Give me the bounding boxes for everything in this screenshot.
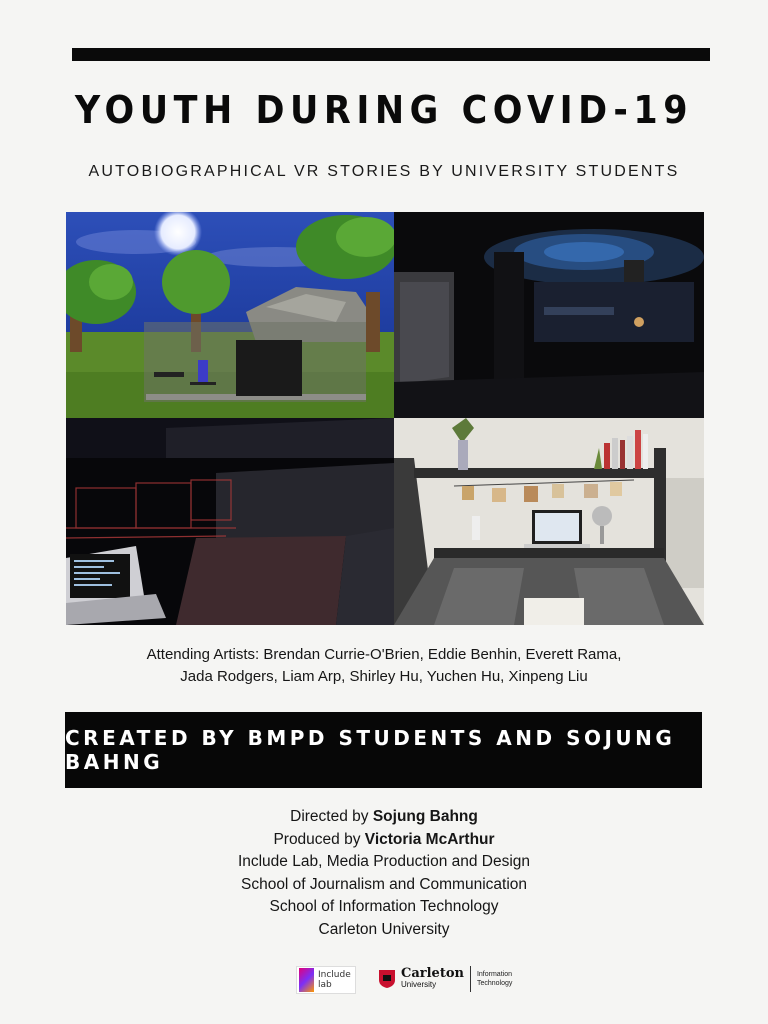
- producer-name: Victoria McArthur: [364, 830, 495, 848]
- created-by-text: CREATED BY BMPD STUDENTS AND SOJUNG BAHNG: [65, 726, 676, 774]
- poster-subtitle: AUTOBIOGRAPHICAL VR STORIES BY UNIVERSITY STUDENTS: [88, 163, 680, 180]
- produced-by-label: Produced by: [273, 830, 365, 848]
- top-rule: [72, 48, 710, 61]
- credits-block: [0, 806, 768, 941]
- directed-by-line: [0, 806, 768, 829]
- carleton-name: Carleton: [401, 966, 464, 981]
- attending-artists: [60, 644, 708, 688]
- carleton-shield-icon: [378, 969, 396, 989]
- logo-row: [0, 962, 768, 996]
- created-by-banner: [65, 712, 702, 788]
- laptop-grid-scene-image: [66, 418, 394, 625]
- directed-by-label: Directed by: [290, 808, 373, 825]
- poster-title: YOUTH DURING COVID-19: [74, 88, 694, 132]
- logo-divider: [470, 966, 471, 992]
- carleton-logo: [378, 964, 512, 994]
- dark-room-scene-image: [394, 212, 704, 418]
- department-line-2: Technology: [476, 980, 513, 987]
- director-name: Sojung Bahng: [372, 808, 478, 825]
- artists-line-1: Attending Artists: Brendan Currie-O'Brien, Eddie Benhin, Everett Rama,: [146, 646, 622, 663]
- include-lab-logo: [296, 966, 356, 994]
- credit-lab-line: Include Lab, Media Production and Design: [237, 853, 531, 870]
- credit-journalism-line: School of Journalism and Communication: [240, 875, 528, 893]
- credit-university-line: Carleton University: [318, 920, 450, 938]
- artists-line-2: Jada Rodgers, Liam Arp, Shirley Hu, Yuchen Hu, Xinpeng Liu: [180, 668, 588, 685]
- include-lab-logo-text: Include lab: [318, 970, 351, 990]
- scene-image-grid: [66, 212, 704, 625]
- include-lab-mark-icon: [299, 968, 314, 992]
- department-label: [477, 970, 512, 988]
- carleton-sub: University: [401, 980, 437, 989]
- desk-scene-image: [394, 418, 704, 625]
- credit-it-line: School of Information Technology: [269, 898, 499, 915]
- carleton-wordmark: [401, 968, 464, 990]
- produced-by-line: [0, 829, 768, 852]
- night-park-scene-image: [66, 212, 394, 418]
- department-line-1: Information: [476, 971, 512, 978]
